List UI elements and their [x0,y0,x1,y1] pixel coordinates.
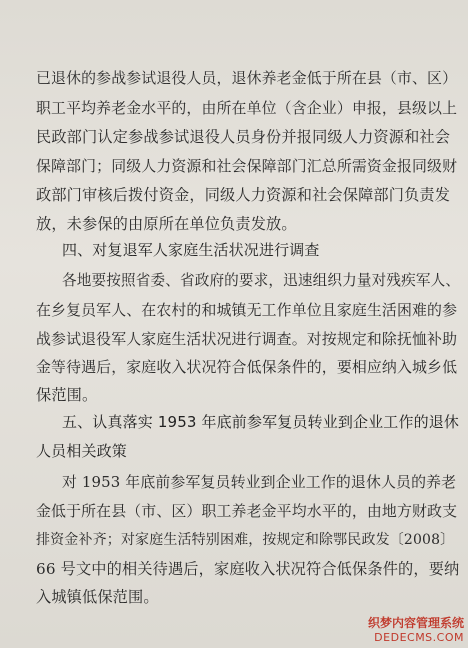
text-line: 排资金补齐；对家庭生活特别困难，按规定和除鄂民政发〔2008〕 [36,532,455,548]
text-line: 民政部门认定参战参试退役人员身份并报同级人力资源和社会 [36,128,451,146]
section-heading-5: 五、认真落实 1953 年底前参军复员转业到企业工作的退休 [62,413,460,431]
text-line: 金低于所在县（市、区）职工养老金平均水平的，由地方财政支 [36,502,458,520]
text-line: 各地要按照省委、省政府的要求，迅速组织力量对残疾军人、 [62,272,461,289]
text-line: 职工平均养老金水平的，由所在单位（含企业）申报，县级以上 [36,99,458,117]
text-line: 保障部门；同级人力资源和社会保障部门汇总所需资金报同级财 [36,157,458,175]
text-line: 66 号文中的相关待遇后，家庭收入状况符合低保条件的，要纳 [36,560,460,578]
watermark-title: 织梦内容管理系统 [367,616,464,630]
text-line: 已退休的参战参试退役人员，退休养老金低于所在县（市、区） [36,69,458,87]
text-line: 对 1953 年底前参军复员转业到企业工作的退休人员的养老 [62,473,457,491]
section-heading-5-cont: 人员相关政策 [36,442,127,460]
section-heading-4: 四、对复退军人家庭生活状况进行调查 [62,241,320,259]
watermark [352,616,464,644]
text-line: 政部门审核后拨付资金，同级人力资源和社会保障部门负责发 [36,186,451,204]
text-line: 放，未参保的由原所在单位负责发放。 [36,215,297,233]
watermark-url: DEDECMS.COM [374,631,464,644]
text-line: 金等待遇后，家庭收入状况符合低保条件的，要相应纳入城乡低 [36,358,458,376]
text-line: 入城镇低保范围。 [36,588,159,606]
text-line: 保范围。 [36,386,98,404]
text-line: 战参试退役军人家庭生活状况进行调查。对按规定和除抚恤补助 [36,330,458,348]
text-line: 在乡复员军人、在农村的和城镇无工作单位且家庭生活困难的参 [36,301,458,319]
